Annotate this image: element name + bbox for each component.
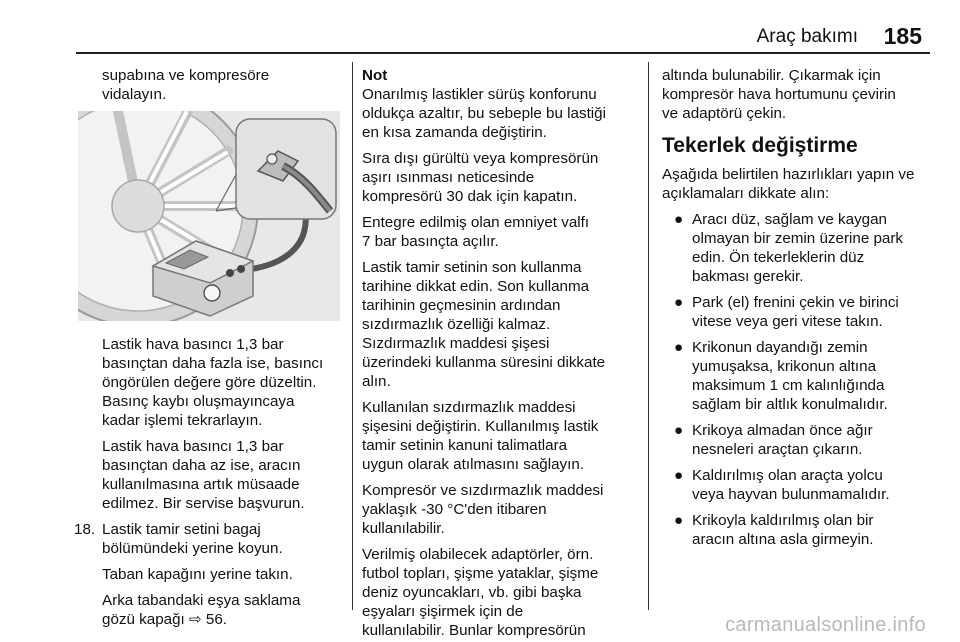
column-divider-1 [352,62,353,610]
bullet-item: ● Krikonun dayandığı zemin yumuşaksa, krikonun altına maksimum 1 cm kalınlığında sağlam bir altlık konulmalıdır. [674,339,888,413]
bullet-item: ● Aracı düz, sağlam ve kaygan olmayan bir zemin üzerine park edin. Ön tekerleklerin düz bakması gerekir. [674,211,904,285]
step-18-cover: Taban kapağını yerine takın. [102,566,293,583]
bullet-icon: ● [674,339,684,356]
col1-intro: supabına ve kompresöre vidalayın. [102,67,270,103]
bullet-item: ● Krikoyla kaldırılmış olan bir aracın altına asla girmeyin. [674,512,874,548]
page-number: 185 [883,23,922,49]
note-paragraph: Onarılmış lastikler sürüş konforunu oldukça azaltır, bu sebeple bu lastiği en kısa zamanda değiştirin. [362,86,607,141]
col2-paragraph: Lastik tamir setinin son kullanma tarihine dikkat edin. Son kullanma tarihinin geçmesinin ardından sızdırmazlık özelliği kalmaz. Sızdırmazlık maddesi şişesi üzerindeki kullanma süresini dikkate alın. [362,259,606,390]
page-reference-link[interactable]: gözü kapağı ⇨ 56. [102,611,228,628]
chapter-title: Araç bakımı [756,26,858,47]
col2-paragraph: Kullanılan sızdırmazlık maddesi şişesini değiştirin. Kullanılmış lastik tamir setinin kanuni talimatlara uygun olarak atılmasını sağlayın. [362,399,599,473]
step-18: 18. Lastik tamir setini bagaj bölümündeki yerine koyun. [74,521,283,557]
compressor-illustration [78,111,340,321]
watermark-text: carmanualsonline.info [725,614,926,636]
bullet-item: ● Park (el) frenini çekin ve birinci vitese veya geri vitese takın. [674,294,899,330]
col3-continuation: altında bulunabilir. Çıkarmak için kompresör hava hortumunu çevirin ve adaptörü çekin. [662,67,896,122]
col2-paragraph: Sıra dışı gürültü veya kompresörün aşırı ısınması neticesinde kompresörü 30 dak için kapatın. [362,150,599,205]
column-divider-2 [648,62,649,610]
bullet-icon: ● [674,467,684,484]
col1-pressure-low: Lastik hava basıncı 1,3 bar basınçtan daha az ise, aracın kullanılmasına artık müsaade edilmez. Bir servise başvurun. [102,438,305,512]
col1-pressure-high: Lastik hava basıncı 1,3 bar basınçtan daha fazla ise, basıncı öngörülen değere göre düzeltin. Basınç kaybı oluşmayıncaya kadar işlemi tekrarlayın. [102,336,324,429]
column-1 [74,66,344,636]
bullet-icon: ● [674,211,684,228]
col2-paragraph: Entegre edilmiş olan emniyet valfı 7 bar basınçta açılır. [362,214,590,250]
section-title: Tekerlek değiştirme [662,134,858,157]
column-3 [662,66,930,556]
bullet-icon: ● [674,422,684,439]
bullet-item: ● Krikoya almadan önce ağır nesneleri araçtan çıkarın. [674,422,873,458]
page-header [0,0,960,52]
header-rule [76,52,930,54]
step-18-storage: Arka tabandaki eşya saklama gözü kapağı ⇨ 56. [102,592,301,628]
section-intro: Aşağıda belirtilen hazırlıkları yapın ve açıklamaları dikkate alın: [662,166,915,202]
tire-compressor-drawing [78,111,340,321]
note-heading: Not [362,67,388,84]
col2-paragraph: Verilmiş olabilecek adaptörler, örn. futbol topları, şişme yataklar, şişme deniz oyuncakları, vb. gibi başka eşyaları şişirmek için de kullanılabilir. Bunlar kompresörün [362,546,599,639]
col2-paragraph: Kompresör ve sızdırmazlık maddesi yaklaşık -30 °C'den itibaren kullanılabilir. [362,482,604,537]
bullet-icon: ● [674,512,684,529]
bullet-item: ● Kaldırılmış olan araçta yolcu veya hayvan bulunmamalıdır. [674,467,890,503]
step-number: 18. [74,521,96,538]
column-2 [362,66,634,642]
bullet-icon: ● [674,294,684,311]
